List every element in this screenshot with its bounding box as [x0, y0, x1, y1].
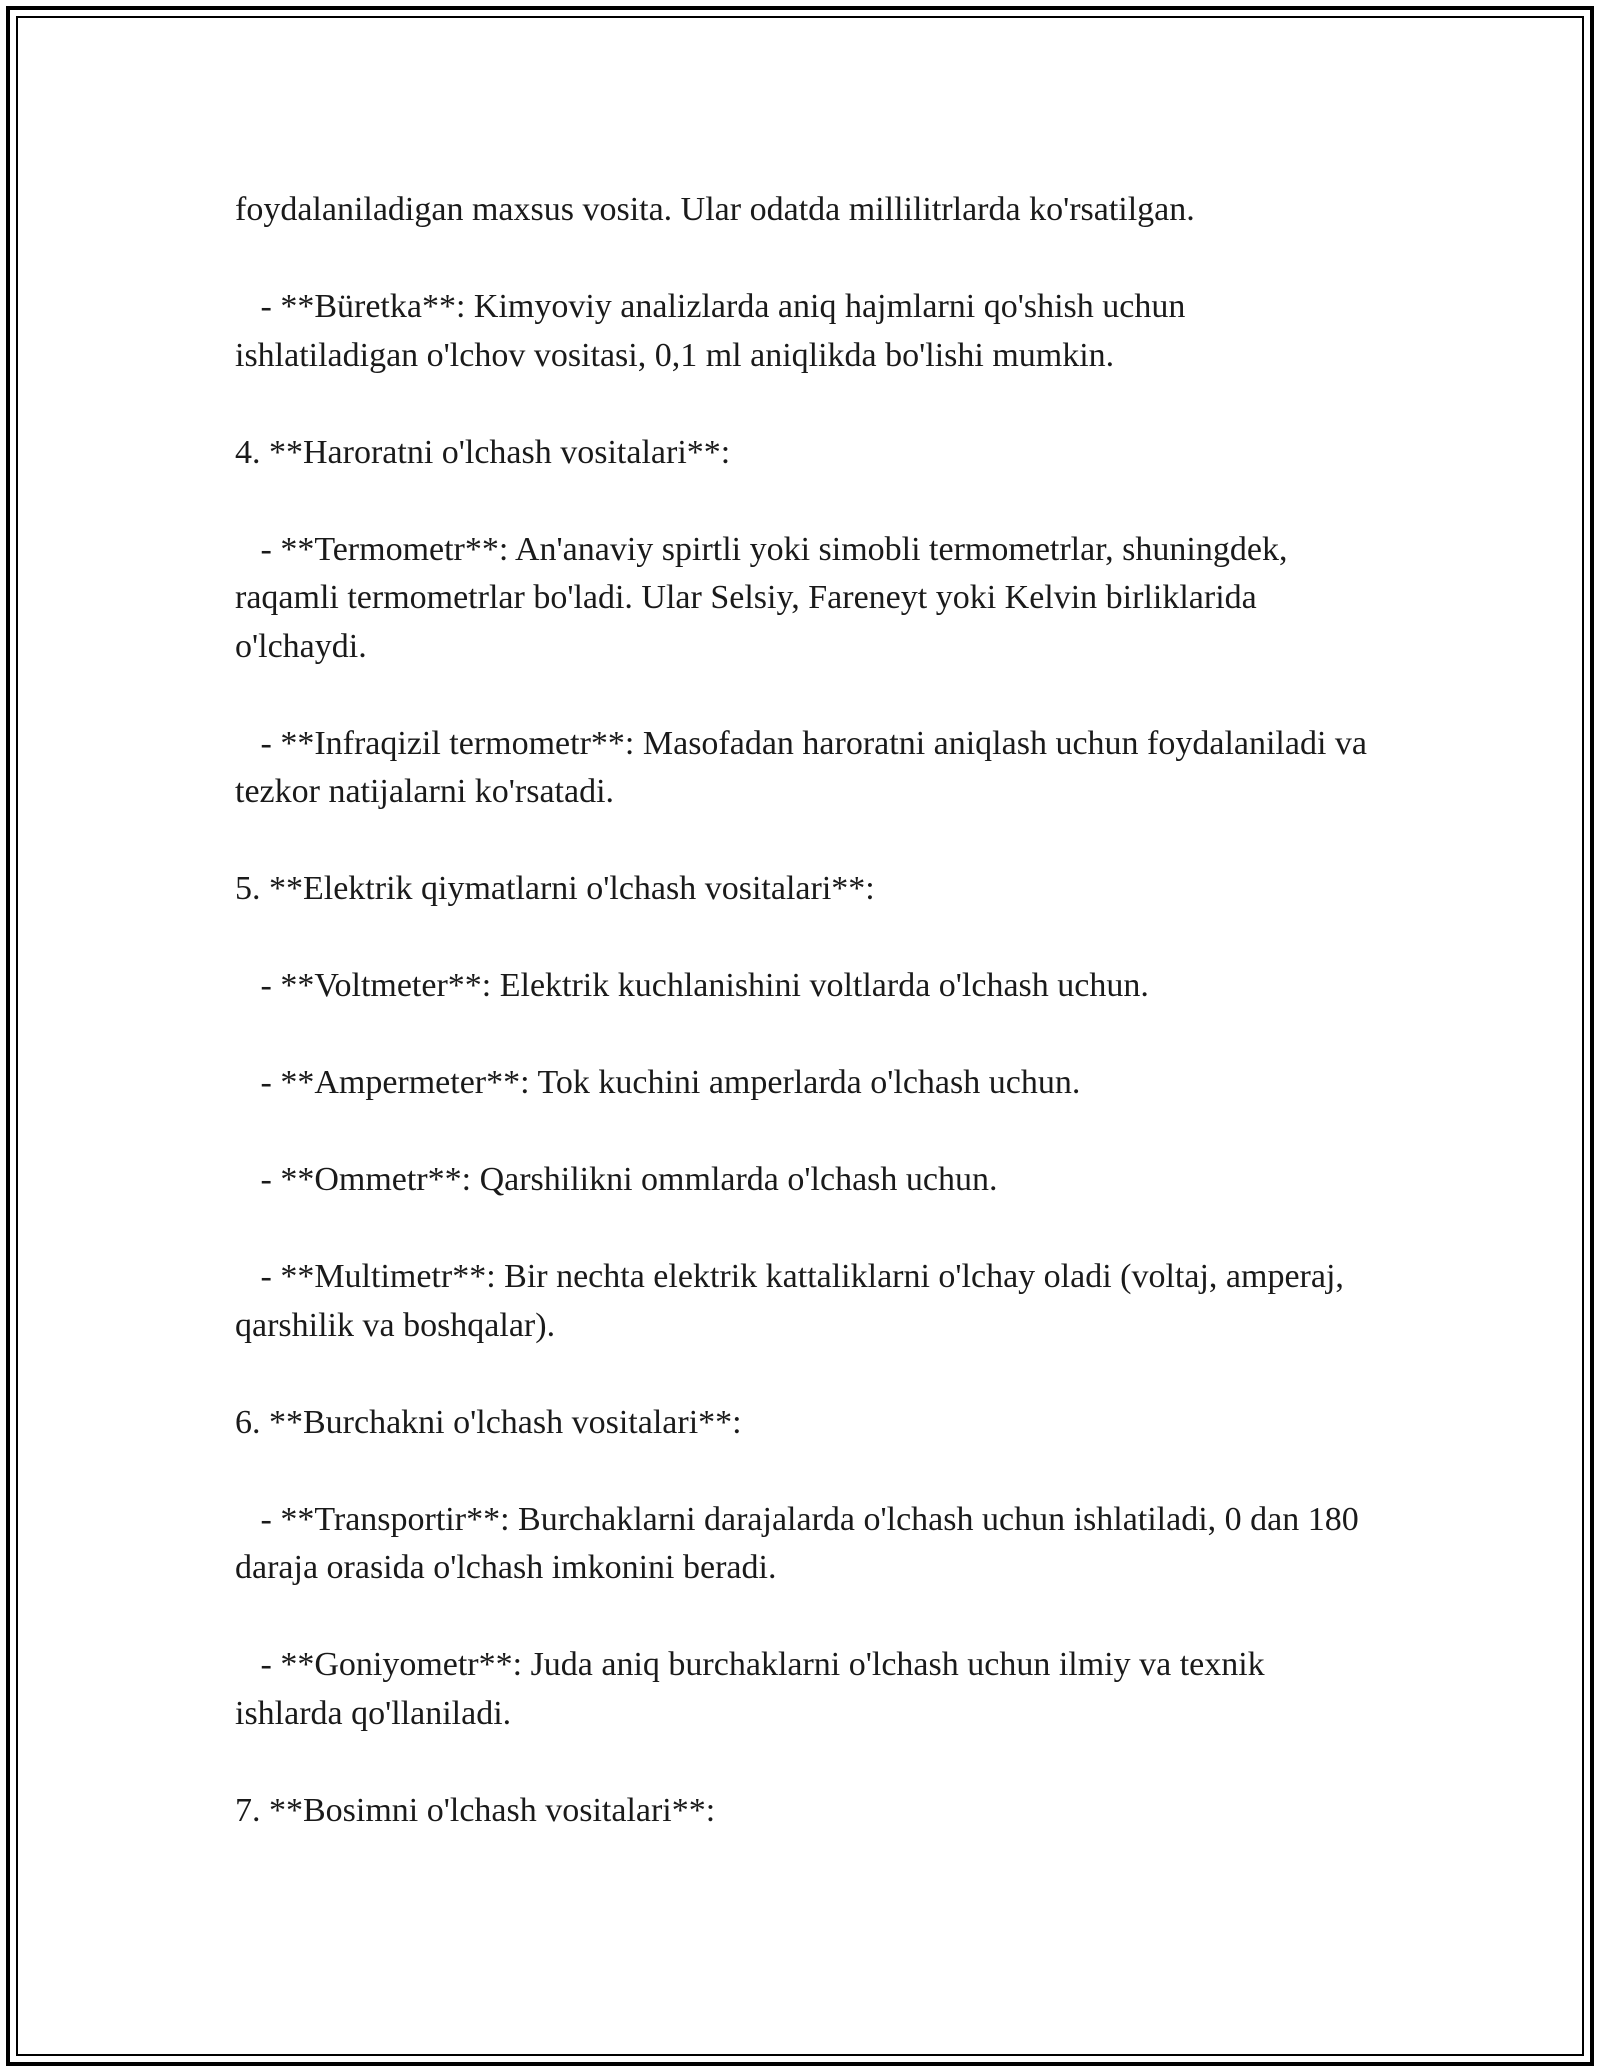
spacer	[235, 380, 1375, 429]
heading-angle-tools: 6. **Burchakni o'lchash vositalari**:	[235, 1403, 742, 1441]
heading-pressure-tools: 7. **Bosimni o'lchash vositalari**:	[235, 1791, 716, 1829]
paragraph-ampermeter: - **Ampermeter**: Tok kuchini amperlarda o'lchash uchun.	[235, 1064, 1081, 1101]
paragraph-infrared-thermometer: - **Infraqizil termometr**: Masofadan haroratni aniqlash uchun foydalaniladi va tezkor natijalarni ko'rsatadi.	[235, 724, 1376, 810]
spacer	[235, 1108, 1375, 1157]
spacer	[235, 914, 1375, 963]
paragraph-multimetr: - **Multimetr**: Bir nechta elektrik kattaliklarni o'lchay oladi (voltaj, amperaj, qarshilik va boshqalar).	[235, 1258, 1353, 1344]
paragraph-ommetr: - **Ommetr**: Qarshilikni ommlarda o'lchash uchun.	[235, 1161, 998, 1198]
paragraph-transportir: - **Transportir**: Burchaklarni darajalarda o'lchash uchun ishlatiladi, 0 dan 180 daraja orasida o'lchash imkonini beradi.	[235, 1500, 1368, 1586]
paragraph-goniyometr: - **Goniyometr**: Juda aniq burchaklarni o'lchash uchun ilmiy va texnik ishlarda qo'llaniladi.	[235, 1646, 1274, 1732]
spacer	[235, 1738, 1375, 1787]
spacer	[235, 1350, 1375, 1399]
spacer	[235, 477, 1375, 526]
paragraph-graduated-cylinder-end: foydalaniladigan maxsus vosita. Ular odatda millilitrlarda ko'rsatilgan.	[235, 191, 1195, 228]
spacer	[235, 817, 1375, 866]
heading-electric-tools: 5. **Elektrik qiymatlarni o'lchash vositalari**:	[235, 870, 875, 907]
paragraph-voltmeter: - **Voltmeter**: Elektrik kuchlanishini voltlarda o'lchash uchun.	[235, 967, 1149, 1004]
document-body	[235, 186, 1375, 1835]
spacer	[235, 1011, 1375, 1060]
paragraph-buretka: - **Büretka**: Kimyoviy analizlarda aniq hajmlarni qo'shish uchun ishlatiladigan o'lchov vositasi, 0,1 ml aniqlikda bo'lishi mumkin.	[235, 288, 1194, 374]
spacer	[235, 235, 1375, 284]
heading-temperature-tools: 4. **Haroratni o'lchash vositalari**:	[235, 433, 731, 471]
spacer	[235, 1205, 1375, 1254]
spacer	[235, 1447, 1375, 1496]
spacer	[235, 671, 1375, 720]
spacer	[235, 1593, 1375, 1642]
paragraph-termometr: - **Termometr**: An'anaviy spirtli yoki simobli termometrlar, shuningdek, raqamli termometrlar bo'ladi. Ular Selsiy, Fareneyt yoki Kelvin birliklarida o'lchaydi.	[235, 530, 1296, 665]
